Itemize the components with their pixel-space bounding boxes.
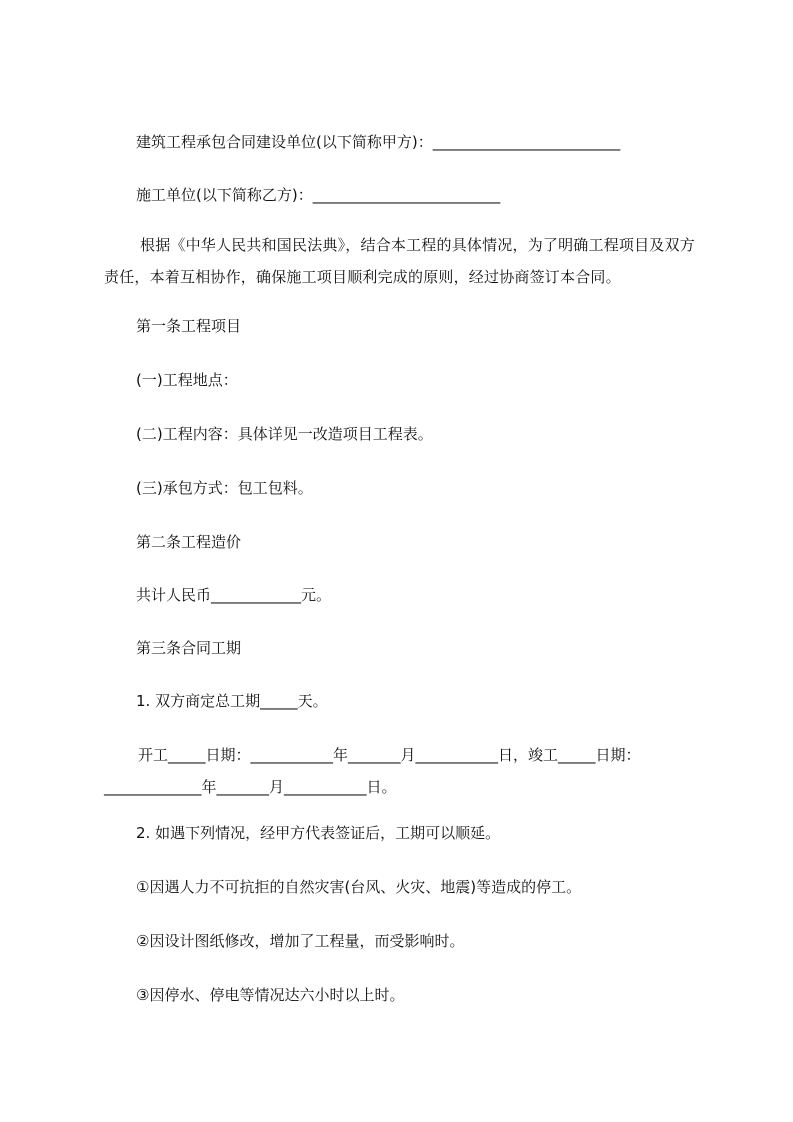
contract-method-line: (三)承包方式：包工包料。 bbox=[136, 479, 313, 497]
condition-1-line: ①因遇人力不可抗拒的自然灾害(台风、火灾、地震)等造成的停工。 bbox=[136, 878, 582, 896]
extension-condition-line: 2. 如遇下列情况，经甲方代表签证后，工期可以顺延。 bbox=[136, 824, 501, 842]
party-a-line: 建筑工程承包合同建设单位(以下简称甲方)：_________________________ bbox=[136, 133, 621, 151]
preamble-paragraph bbox=[104, 229, 704, 293]
condition-3-line: ③因停水、停电等情况达六小时以上时。 bbox=[136, 986, 405, 1004]
start-end-date-paragraph bbox=[104, 739, 704, 803]
project-content-line: (二)工程内容：具体详见一改造项目工程表。 bbox=[136, 425, 433, 443]
project-location-line: (一)工程地点： bbox=[136, 371, 238, 389]
total-duration-line: 1. 双方商定总工期_____天。 bbox=[136, 692, 328, 710]
article-3-heading: 第三条合同工期 bbox=[136, 639, 242, 657]
condition-2-line: ②因设计图纸修改，增加了工程量，而受影响时。 bbox=[136, 932, 465, 950]
preamble-text: 根据《中华人民共和国民法典》，结合本工程的具体情况，为了明确工程项目及双方责任，本着互相协作，确保施工项目顺利完成的原则，经过协商签订本合同。 bbox=[104, 236, 695, 286]
total-price-line: 共计人民币____________元。 bbox=[136, 586, 332, 604]
article-1-heading: 第一条工程项目 bbox=[136, 317, 242, 335]
start-end-date-text: 开工_____日期：___________年_______月___________日，竣工_____日期：_____________年_______月___________日。 bbox=[104, 746, 641, 796]
party-b-line: 施工单位(以下简称乙方)：_________________________ bbox=[136, 186, 501, 204]
article-2-heading: 第二条工程造价 bbox=[136, 533, 242, 551]
